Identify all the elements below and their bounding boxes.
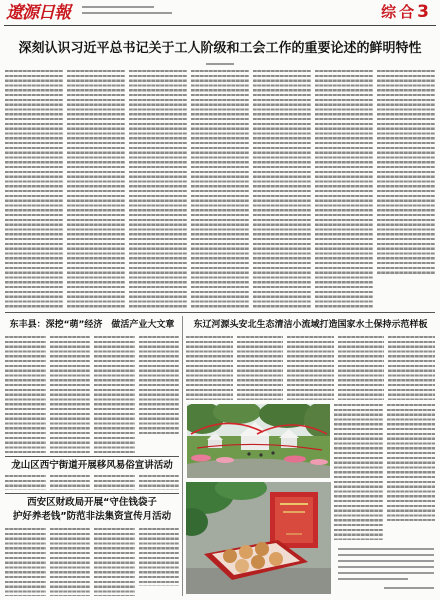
section-name: 综合 (381, 3, 418, 21)
xian-article-body (5, 528, 179, 596)
lead-article-body (5, 70, 435, 308)
photo-gift-box (186, 482, 331, 594)
lead-headline: 深刻认识习近平总书记关于工人阶级和工会工作的重要论述的鲜明特性 (18, 41, 422, 56)
dongliao-headline: 东辽河源头安北生态清洁小流域打造国家水土保持示范样板 (193, 320, 428, 330)
text-column (334, 404, 383, 540)
dongliao-article-body-continued (334, 404, 435, 540)
text-column (94, 475, 135, 490)
masthead-rule (4, 25, 436, 26)
text-column (237, 336, 284, 400)
text-column (338, 336, 385, 400)
text-column (191, 70, 249, 308)
column-divider (182, 316, 183, 596)
text-column (5, 336, 46, 453)
photo-park-garden (187, 404, 330, 478)
text-column (94, 528, 135, 596)
section-divider (5, 456, 179, 457)
dongfeng-headline: 东丰县：深挖“萌”经济 做活产业大文章 (9, 320, 175, 330)
text-column (315, 70, 373, 308)
longshan-article-body (5, 475, 179, 490)
longshan-headline: 龙山区西宁街道开展移风易俗宣讲活动 (11, 460, 173, 471)
text-column (50, 336, 91, 453)
section-divider (5, 493, 179, 494)
dongfeng-article-body (5, 336, 179, 453)
text-column (5, 475, 46, 490)
dongliao-article-body (186, 336, 435, 400)
text-column (139, 475, 180, 490)
text-column (388, 336, 435, 400)
text-column (186, 336, 233, 400)
xian-headline-line-2: 护好养老钱”防范非法集资宣传月活动 (12, 511, 172, 522)
text-column (377, 70, 435, 308)
text-column (50, 475, 91, 490)
masthead-logo: 遼源日報 (6, 3, 70, 23)
text-column (139, 336, 180, 453)
page-number: 3 (417, 2, 432, 22)
text-column (253, 70, 311, 308)
section-label (381, 2, 432, 22)
text-column (387, 404, 436, 540)
text-column (67, 70, 125, 308)
text-column (50, 528, 91, 596)
section-divider (5, 312, 435, 313)
text-column (139, 528, 180, 596)
text-column (287, 336, 334, 400)
lead-byline (206, 63, 234, 65)
text-column (5, 528, 46, 596)
xian-headline-line-1: 西安区财政局开展“守住钱袋子 (27, 497, 157, 508)
text-column (94, 336, 135, 453)
text-column (129, 70, 187, 308)
text-column (5, 70, 63, 308)
